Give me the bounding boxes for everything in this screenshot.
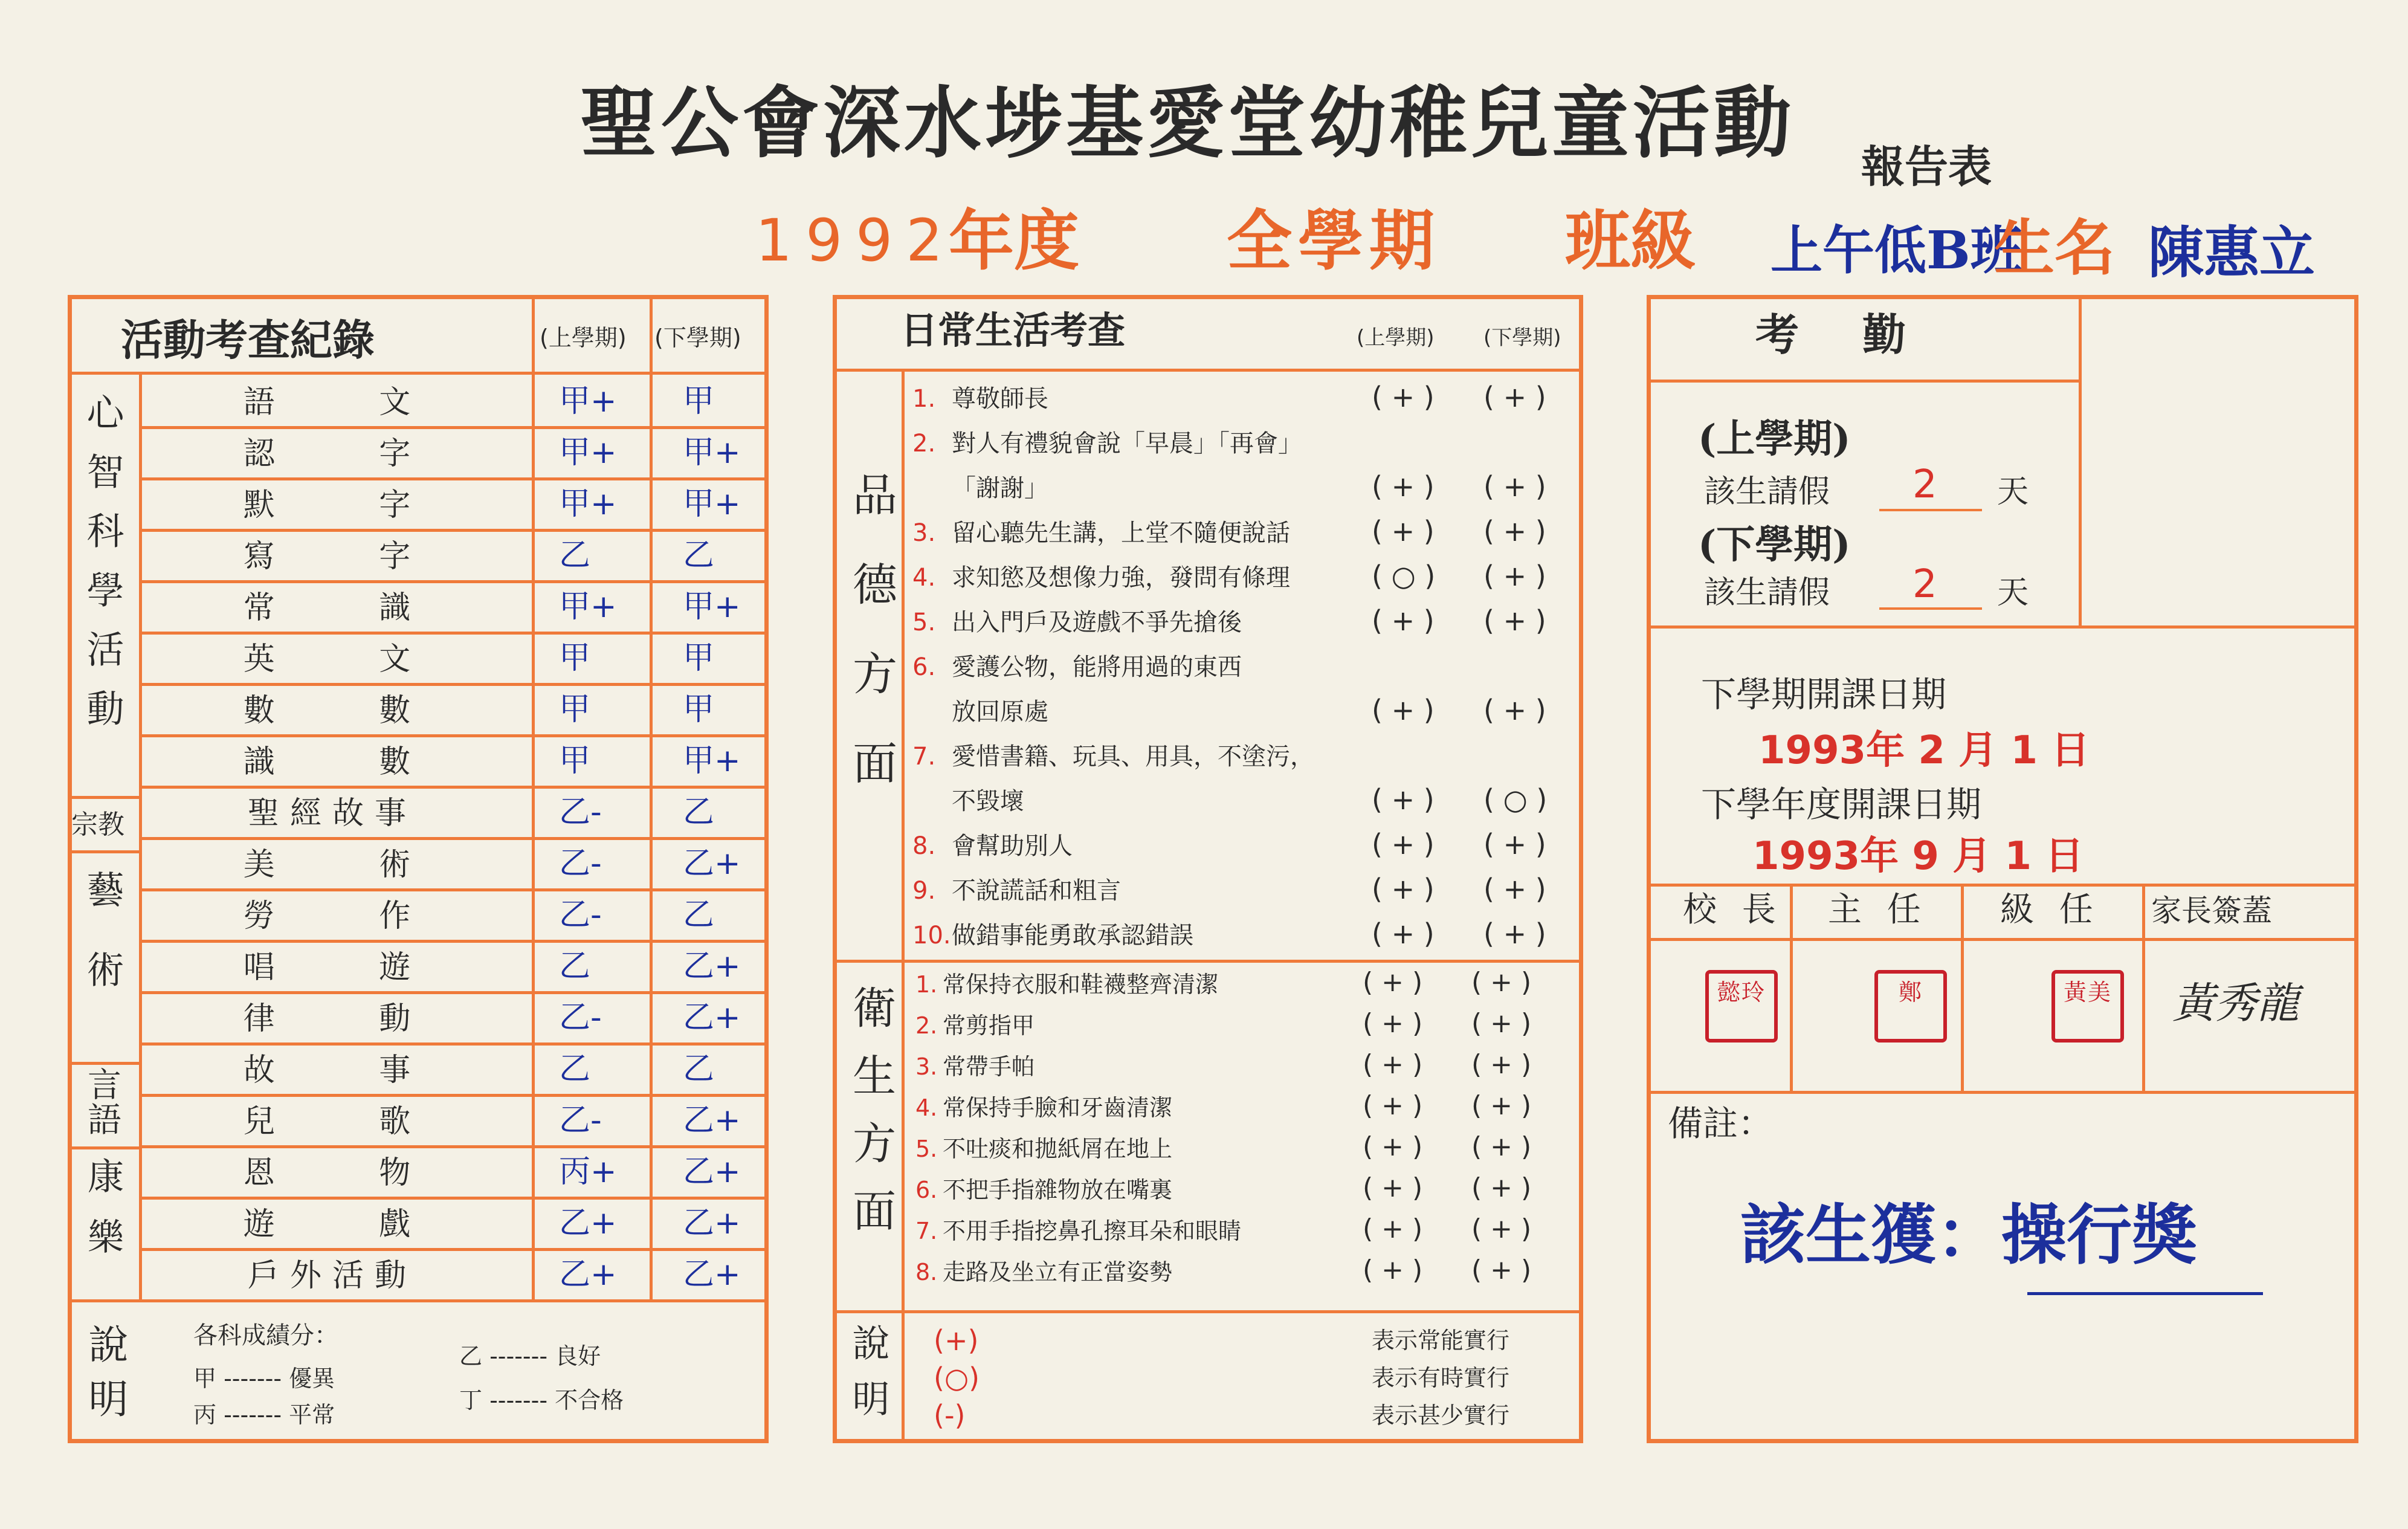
- grade-term1: 乙-: [559, 897, 602, 933]
- moral-item-text: 不說謊話和粗言: [952, 877, 1121, 905]
- divider: [1961, 884, 1964, 1092]
- subject-name: 常 識: [243, 590, 422, 626]
- hygiene-mark-term1: ( + ): [1363, 1008, 1423, 1039]
- legend-grade-b: 乙 ------- 良好: [459, 1343, 601, 1369]
- hygiene-mark-term2: ( + ): [1471, 1172, 1532, 1203]
- grade-term1: 乙-: [559, 845, 602, 882]
- divider: [139, 1094, 769, 1097]
- moral-item-text: 「謝謝」: [952, 474, 1048, 502]
- grade-term1: 丙+: [559, 1154, 617, 1190]
- divider: [1647, 1091, 2358, 1094]
- grade-term1: 甲+: [559, 486, 617, 522]
- divider: [139, 1042, 769, 1046]
- grade-term2: 乙: [683, 794, 715, 830]
- hygiene-item-text: 不用手指挖鼻孔擦耳朵和眼睛: [943, 1218, 1242, 1244]
- grade-term2: 乙+: [683, 1205, 741, 1241]
- term-label: 全學期: [1227, 203, 1441, 279]
- next-year-start-date: 1993年 9 月 1 日: [1752, 834, 2084, 879]
- moral-item-text: 尊敬師長: [952, 385, 1048, 413]
- divider: [139, 477, 769, 480]
- subject-name: 數 數: [243, 693, 422, 729]
- grade-term1: 甲: [559, 640, 591, 676]
- subject-name: 故 事: [243, 1052, 422, 1088]
- hygiene-mark-term2: ( + ): [1471, 1131, 1532, 1162]
- grade-term2: 甲: [683, 383, 715, 419]
- moral-item-number: 7.: [912, 743, 936, 771]
- divider: [1790, 884, 1793, 1092]
- grade-term2: 甲+: [683, 435, 741, 471]
- hygiene-item-number: 8.: [915, 1259, 938, 1285]
- student-name: 陳惠立: [2148, 220, 2316, 285]
- moral-mark-term1: ( + ): [1372, 470, 1435, 503]
- grade-term2: 乙+: [683, 948, 741, 984]
- divider: [139, 1145, 769, 1148]
- remarks-label: 備註：: [1668, 1103, 1774, 1144]
- legend-grade-a: 甲 ------- 優異: [193, 1365, 335, 1392]
- divider: [68, 850, 140, 853]
- moral-mark-term2: ( + ): [1483, 917, 1546, 950]
- divider: [833, 1310, 1583, 1313]
- hygiene-item-text: 常帶手帕: [943, 1053, 1035, 1080]
- daily-legend-label: 說明: [846, 1324, 890, 1435]
- divider: [139, 1197, 769, 1200]
- divider: [139, 1248, 769, 1251]
- hygiene-mark-term2: ( + ): [1471, 1049, 1532, 1080]
- legend-meaning: 表示常能實行: [1372, 1327, 1510, 1354]
- subject-name: 遊 戲: [243, 1206, 422, 1243]
- legend-symbol: (○): [934, 1362, 980, 1394]
- moral-mark-term1: ( + ): [1372, 604, 1435, 637]
- grade-term2: 甲+: [683, 589, 741, 625]
- moral-mark-term2: ( + ): [1483, 381, 1546, 413]
- hygiene-item-number: 6.: [915, 1177, 938, 1203]
- hygiene-item-text: 常保持衣服和鞋襪整齊清潔: [943, 971, 1219, 998]
- group-recreation: 康樂: [82, 1157, 124, 1278]
- divider: [139, 426, 769, 429]
- subject-name: 寫 字: [243, 538, 422, 575]
- hygiene-mark-term1: ( + ): [1363, 967, 1423, 998]
- moral-mark-term2: ( + ): [1483, 470, 1546, 503]
- subject-name: 聖經故事: [247, 795, 417, 832]
- subject-name: 語 文: [243, 384, 422, 421]
- divider: [68, 1146, 140, 1149]
- hygiene-item-number: 3.: [915, 1053, 938, 1080]
- moral-mark-term2: ( + ): [1483, 515, 1546, 548]
- divider: [1647, 884, 2358, 887]
- grade-term2: 乙+: [683, 1102, 741, 1139]
- divider: [139, 734, 769, 737]
- subject-name: 英 文: [243, 641, 422, 677]
- subject-name: 律 動: [243, 1001, 422, 1037]
- grade-term2: 乙+: [683, 1154, 741, 1190]
- moral-mark-term1: ( ○ ): [1372, 560, 1436, 592]
- moral-mark-term1: ( + ): [1372, 783, 1435, 816]
- school-year-number: 1992: [755, 207, 957, 274]
- grade-term1: 乙: [559, 537, 591, 574]
- moral-mark-term1: ( + ): [1372, 828, 1435, 861]
- class-label: 班級: [1565, 203, 1696, 279]
- attendance-term2: (下學期): [1698, 522, 1851, 567]
- subject-name: 美 術: [243, 847, 422, 883]
- leave-days-term2: 2: [1913, 562, 1937, 607]
- subject-name: 恩 物: [243, 1155, 422, 1191]
- moral-mark-term2: ( + ): [1483, 828, 1546, 861]
- grade-term2: 甲: [683, 640, 715, 676]
- grade-term1: 乙+: [559, 1205, 617, 1241]
- name-label: 生名: [1994, 212, 2115, 283]
- leave-label-term2: 該生請假: [1704, 575, 1830, 611]
- hygiene-mark-term1: ( + ): [1363, 1090, 1423, 1121]
- grade-term1: 甲: [559, 691, 591, 728]
- grade-term2: 乙+: [683, 1256, 741, 1293]
- parent-sign-label: 家長簽蓋: [2151, 893, 2272, 928]
- moral-item-text: 出入門戶及遊戲不爭先搶後: [952, 609, 1242, 636]
- divider: [532, 295, 535, 1299]
- hygiene-mark-term1: ( + ): [1363, 1214, 1423, 1244]
- class-value: 上午低B班: [1770, 220, 2022, 281]
- grade-term1: 乙-: [559, 1102, 602, 1139]
- moral-item-text: 放回原處: [952, 698, 1048, 726]
- subject-name: 識 數: [243, 744, 422, 780]
- activity-heading: 活動考查紀錄: [121, 315, 375, 365]
- moral-mark-term1: ( + ): [1372, 515, 1435, 548]
- moral-mark-term1: ( + ): [1372, 694, 1435, 726]
- divider: [1647, 938, 2358, 941]
- divider: [139, 372, 142, 1299]
- hygiene-mark-term1: ( + ): [1363, 1131, 1423, 1162]
- grade-term1: 乙: [559, 1051, 591, 1087]
- day-unit-1: 天: [1997, 474, 2029, 510]
- divider: [1647, 380, 2080, 383]
- group-religion: 宗教: [71, 809, 124, 840]
- award-text: 該生獲：操行獎: [1740, 1197, 2198, 1273]
- legend-meaning: 表示有時實行: [1372, 1365, 1510, 1391]
- moral-item-number: 4.: [912, 564, 936, 592]
- divider: [139, 529, 769, 532]
- grade-term1: 甲+: [559, 589, 617, 625]
- grade-term1: 乙-: [559, 1000, 602, 1036]
- daily-col-term2: (下學期): [1483, 326, 1561, 350]
- legend-symbol: (-): [934, 1399, 966, 1432]
- divider: [139, 888, 769, 891]
- divider: [139, 632, 769, 635]
- school-year-label: 年度: [949, 203, 1080, 279]
- next-term-start-date: 1993年 2 月 1 日: [1758, 728, 2090, 773]
- divider: [139, 580, 769, 583]
- attendance-term1: (上學期): [1698, 416, 1851, 462]
- subject-name: 兒 歌: [243, 1104, 422, 1140]
- leave-underline: [1879, 607, 1982, 610]
- grade-term1: 甲+: [559, 435, 617, 471]
- moral-item-number: 5.: [912, 609, 936, 636]
- subject-name: 戶外活動: [247, 1258, 417, 1294]
- grade-term2: 甲: [683, 691, 715, 728]
- daily-col-term1: (上學期): [1357, 326, 1435, 350]
- legend-grade-c: 丙 ------- 平常: [193, 1401, 335, 1428]
- divider: [2079, 295, 2082, 627]
- director-label: 主 任: [1828, 890, 1928, 929]
- legend-grade-d: 丁 ------- 不合格: [459, 1387, 624, 1414]
- report-title: 聖公會深水埗基愛堂幼稚兒童活動: [580, 78, 1795, 169]
- hygiene-section-label: 衛生方面: [845, 985, 896, 1256]
- moral-item-text: 愛護公物，能將用過的東西: [952, 653, 1242, 681]
- hygiene-item-number: 4.: [915, 1094, 938, 1121]
- divider: [139, 683, 769, 686]
- moral-item-text: 會幫助別人: [952, 832, 1073, 860]
- principal-seal: 懿玲: [1705, 970, 1778, 1042]
- grade-term2: 乙+: [683, 1000, 741, 1036]
- legend-meaning: 表示甚少實行: [1372, 1402, 1510, 1429]
- hygiene-mark-term2: ( + ): [1471, 1090, 1532, 1121]
- divider: [2142, 884, 2145, 1092]
- legend-symbol: (+): [934, 1324, 979, 1357]
- moral-mark-term1: ( + ): [1372, 917, 1435, 950]
- director-seal: 鄭: [1874, 970, 1947, 1042]
- divider: [139, 991, 769, 994]
- leave-label-term1: 該生請假: [1704, 474, 1830, 510]
- grade-term1: 乙+: [559, 1256, 617, 1293]
- principal-label: 校 長: [1683, 890, 1783, 929]
- hygiene-mark-term1: ( + ): [1363, 1255, 1423, 1285]
- hygiene-item-number: 7.: [915, 1218, 938, 1244]
- moral-mark-term2: ( ○ ): [1483, 783, 1548, 816]
- grade-term2: 乙: [683, 1051, 715, 1087]
- moral-item-number: 8.: [912, 832, 936, 860]
- moral-item-number: 3.: [912, 519, 936, 547]
- moral-item-text: 不毀壞: [952, 787, 1024, 815]
- activity-col-term1: (上學期): [540, 325, 627, 351]
- moral-section-label: 品德方面: [845, 471, 897, 829]
- hygiene-item-text: 常剪指甲: [943, 1012, 1035, 1039]
- moral-item-text: 做錯事能勇敢承認錯誤: [952, 922, 1193, 949]
- group-arts: 藝術: [80, 870, 124, 1030]
- hygiene-item-number: 2.: [915, 1012, 938, 1039]
- moral-mark-term1: ( + ): [1372, 381, 1435, 413]
- divider: [68, 1062, 140, 1065]
- divider: [139, 786, 769, 789]
- next-term-start-label: 下學期開課日期: [1701, 674, 1947, 715]
- grade-term1: 乙: [559, 948, 591, 984]
- leave-days-term1: 2: [1913, 462, 1937, 507]
- divider: [833, 960, 1583, 963]
- next-year-start-label: 下學年度開課日期: [1701, 784, 1982, 825]
- moral-mark-term1: ( + ): [1372, 873, 1435, 905]
- moral-mark-term2: ( + ): [1483, 873, 1546, 905]
- daily-heading: 日常生活考查: [900, 308, 1126, 352]
- moral-item-number: 2.: [912, 430, 936, 457]
- subject-name: 勞 作: [243, 898, 422, 934]
- moral-item-text: 留心聽先生講，上堂不隨便說話: [952, 519, 1290, 547]
- divider: [650, 295, 653, 1299]
- award-underline: [2027, 1292, 2263, 1295]
- leave-underline: [1879, 509, 1982, 511]
- hygiene-mark-term1: ( + ): [1363, 1049, 1423, 1080]
- hygiene-mark-term1: ( + ): [1363, 1172, 1423, 1203]
- activity-col-term2: (下學期): [654, 325, 741, 351]
- hygiene-item-number: 5.: [915, 1136, 938, 1162]
- divider: [1647, 626, 2358, 629]
- activity-legend-title: 各科成績分：: [193, 1322, 338, 1350]
- hygiene-item-text: 走路及坐立有正當姿勢: [943, 1259, 1173, 1285]
- moral-mark-term2: ( + ): [1483, 694, 1546, 726]
- grade-term2: 乙+: [683, 845, 741, 882]
- grade-term2: 甲+: [683, 486, 741, 522]
- divider: [833, 369, 1583, 372]
- group-language: 言語: [82, 1067, 121, 1137]
- divider: [139, 940, 769, 943]
- day-unit-2: 天: [1997, 575, 2029, 611]
- activity-legend-label: 說明: [82, 1324, 128, 1432]
- divider: [139, 837, 769, 840]
- subject-name: 認 字: [243, 436, 422, 472]
- divider: [68, 1299, 769, 1302]
- moral-item-text: 求知慾及想像力強，發問有條理: [952, 564, 1290, 592]
- divider: [68, 796, 140, 799]
- moral-item-number: 1.: [912, 385, 936, 413]
- moral-mark-term2: ( + ): [1483, 560, 1546, 592]
- grade-term1: 甲+: [559, 383, 617, 419]
- hygiene-mark-term2: ( + ): [1471, 967, 1532, 998]
- moral-item-number: 9.: [912, 877, 936, 905]
- moral-item-text: 愛惜書籍、玩具、用具，不塗污，: [952, 743, 1314, 771]
- hygiene-mark-term2: ( + ): [1471, 1214, 1532, 1244]
- moral-item-text: 對人有禮貌會說「早晨」「再會」: [952, 430, 1302, 457]
- moral-item-number: 6.: [912, 653, 936, 681]
- class-teacher-seal: 黃美: [2051, 970, 2124, 1042]
- grade-term1: 甲: [559, 743, 591, 779]
- hygiene-item-number: 1.: [915, 971, 938, 998]
- subject-name: 唱 遊: [243, 949, 422, 986]
- hygiene-item-text: 不吐痰和拋紙屑在地上: [943, 1136, 1173, 1162]
- hygiene-mark-term2: ( + ): [1471, 1008, 1532, 1039]
- grade-term1: 乙-: [559, 794, 602, 830]
- class-teacher-label: 級 任: [2000, 890, 2100, 929]
- report-title-suffix: 報告表: [1861, 141, 1992, 192]
- parent-signature: 黃秀龍: [2172, 978, 2299, 1028]
- grade-term2: 甲+: [683, 743, 741, 779]
- group-cognitive: 心智科學活動: [80, 393, 124, 748]
- subject-name: 默 字: [243, 487, 422, 523]
- moral-mark-term2: ( + ): [1483, 604, 1546, 637]
- hygiene-item-text: 常保持手臉和牙齒清潔: [943, 1094, 1173, 1121]
- grade-term2: 乙: [683, 897, 715, 933]
- grade-term2: 乙: [683, 537, 715, 574]
- hygiene-mark-term2: ( + ): [1471, 1255, 1532, 1285]
- attendance-heading: 考 勤: [1755, 309, 1931, 360]
- moral-item-number: 10.: [912, 922, 951, 949]
- hygiene-item-text: 不把手指雜物放在嘴裏: [943, 1177, 1173, 1203]
- divider: [68, 372, 769, 375]
- divider: [902, 369, 905, 1443]
